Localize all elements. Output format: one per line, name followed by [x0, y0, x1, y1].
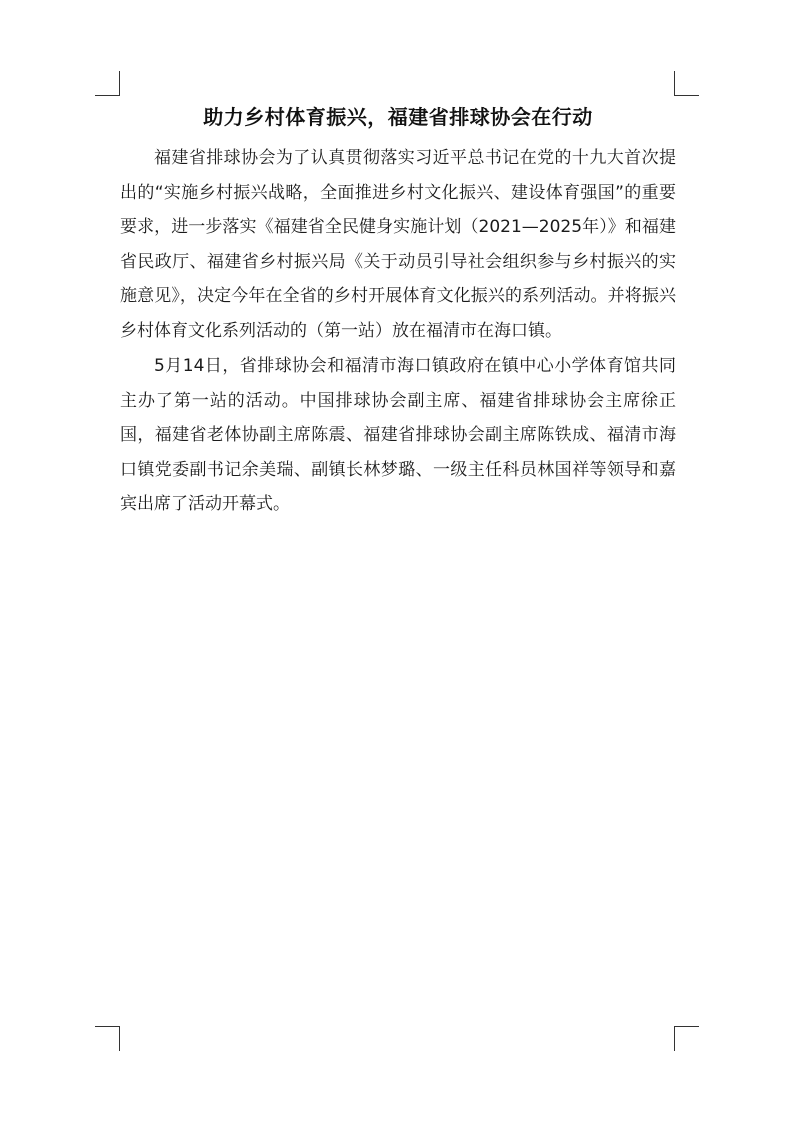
crop-mark-top-right: [674, 71, 699, 96]
document-title: 助力乡村体育振兴，福建省排球协会在行动: [203, 105, 593, 129]
paragraph-2: 5月14日，省排球协会和福清市海口镇政府在镇中心小学体育馆共同主办了第一站的活动。中国排球协会副主席、福建省排球协会主席徐正国，福建省老体协副主席陈震、福建省排球协会副主席陈铁成、福清市海口镇党委副书记余美瑞、副镇长林梦璐、一级主任科员林国祥等领导和嘉宾出席了活动开幕式。: [120, 356, 676, 514]
crop-mark-top-left: [95, 71, 120, 96]
paragraph-1: 福建省排球协会为了认真贯彻落实习近平总书记在党的十九大首次提出的“实施乡村振兴战略，全面推进乡村文化振兴、建设体育强国”的重要要求，进一步落实《福建省全民健身实施计划（2021—2025年）》和福建省民政厅、福建省乡村振兴局《关于动员引导社会组织参与乡村振兴的实施意见》，决定今年在全省的乡村开展体育文化振兴的系列活动。并将振兴乡村体育文化系列活动的（第一站）放在福清市在海口镇。: [120, 148, 676, 341]
crop-mark-bottom-left: [95, 1026, 120, 1051]
crop-mark-bottom-right: [674, 1026, 699, 1051]
document-body: [120, 100, 676, 522]
